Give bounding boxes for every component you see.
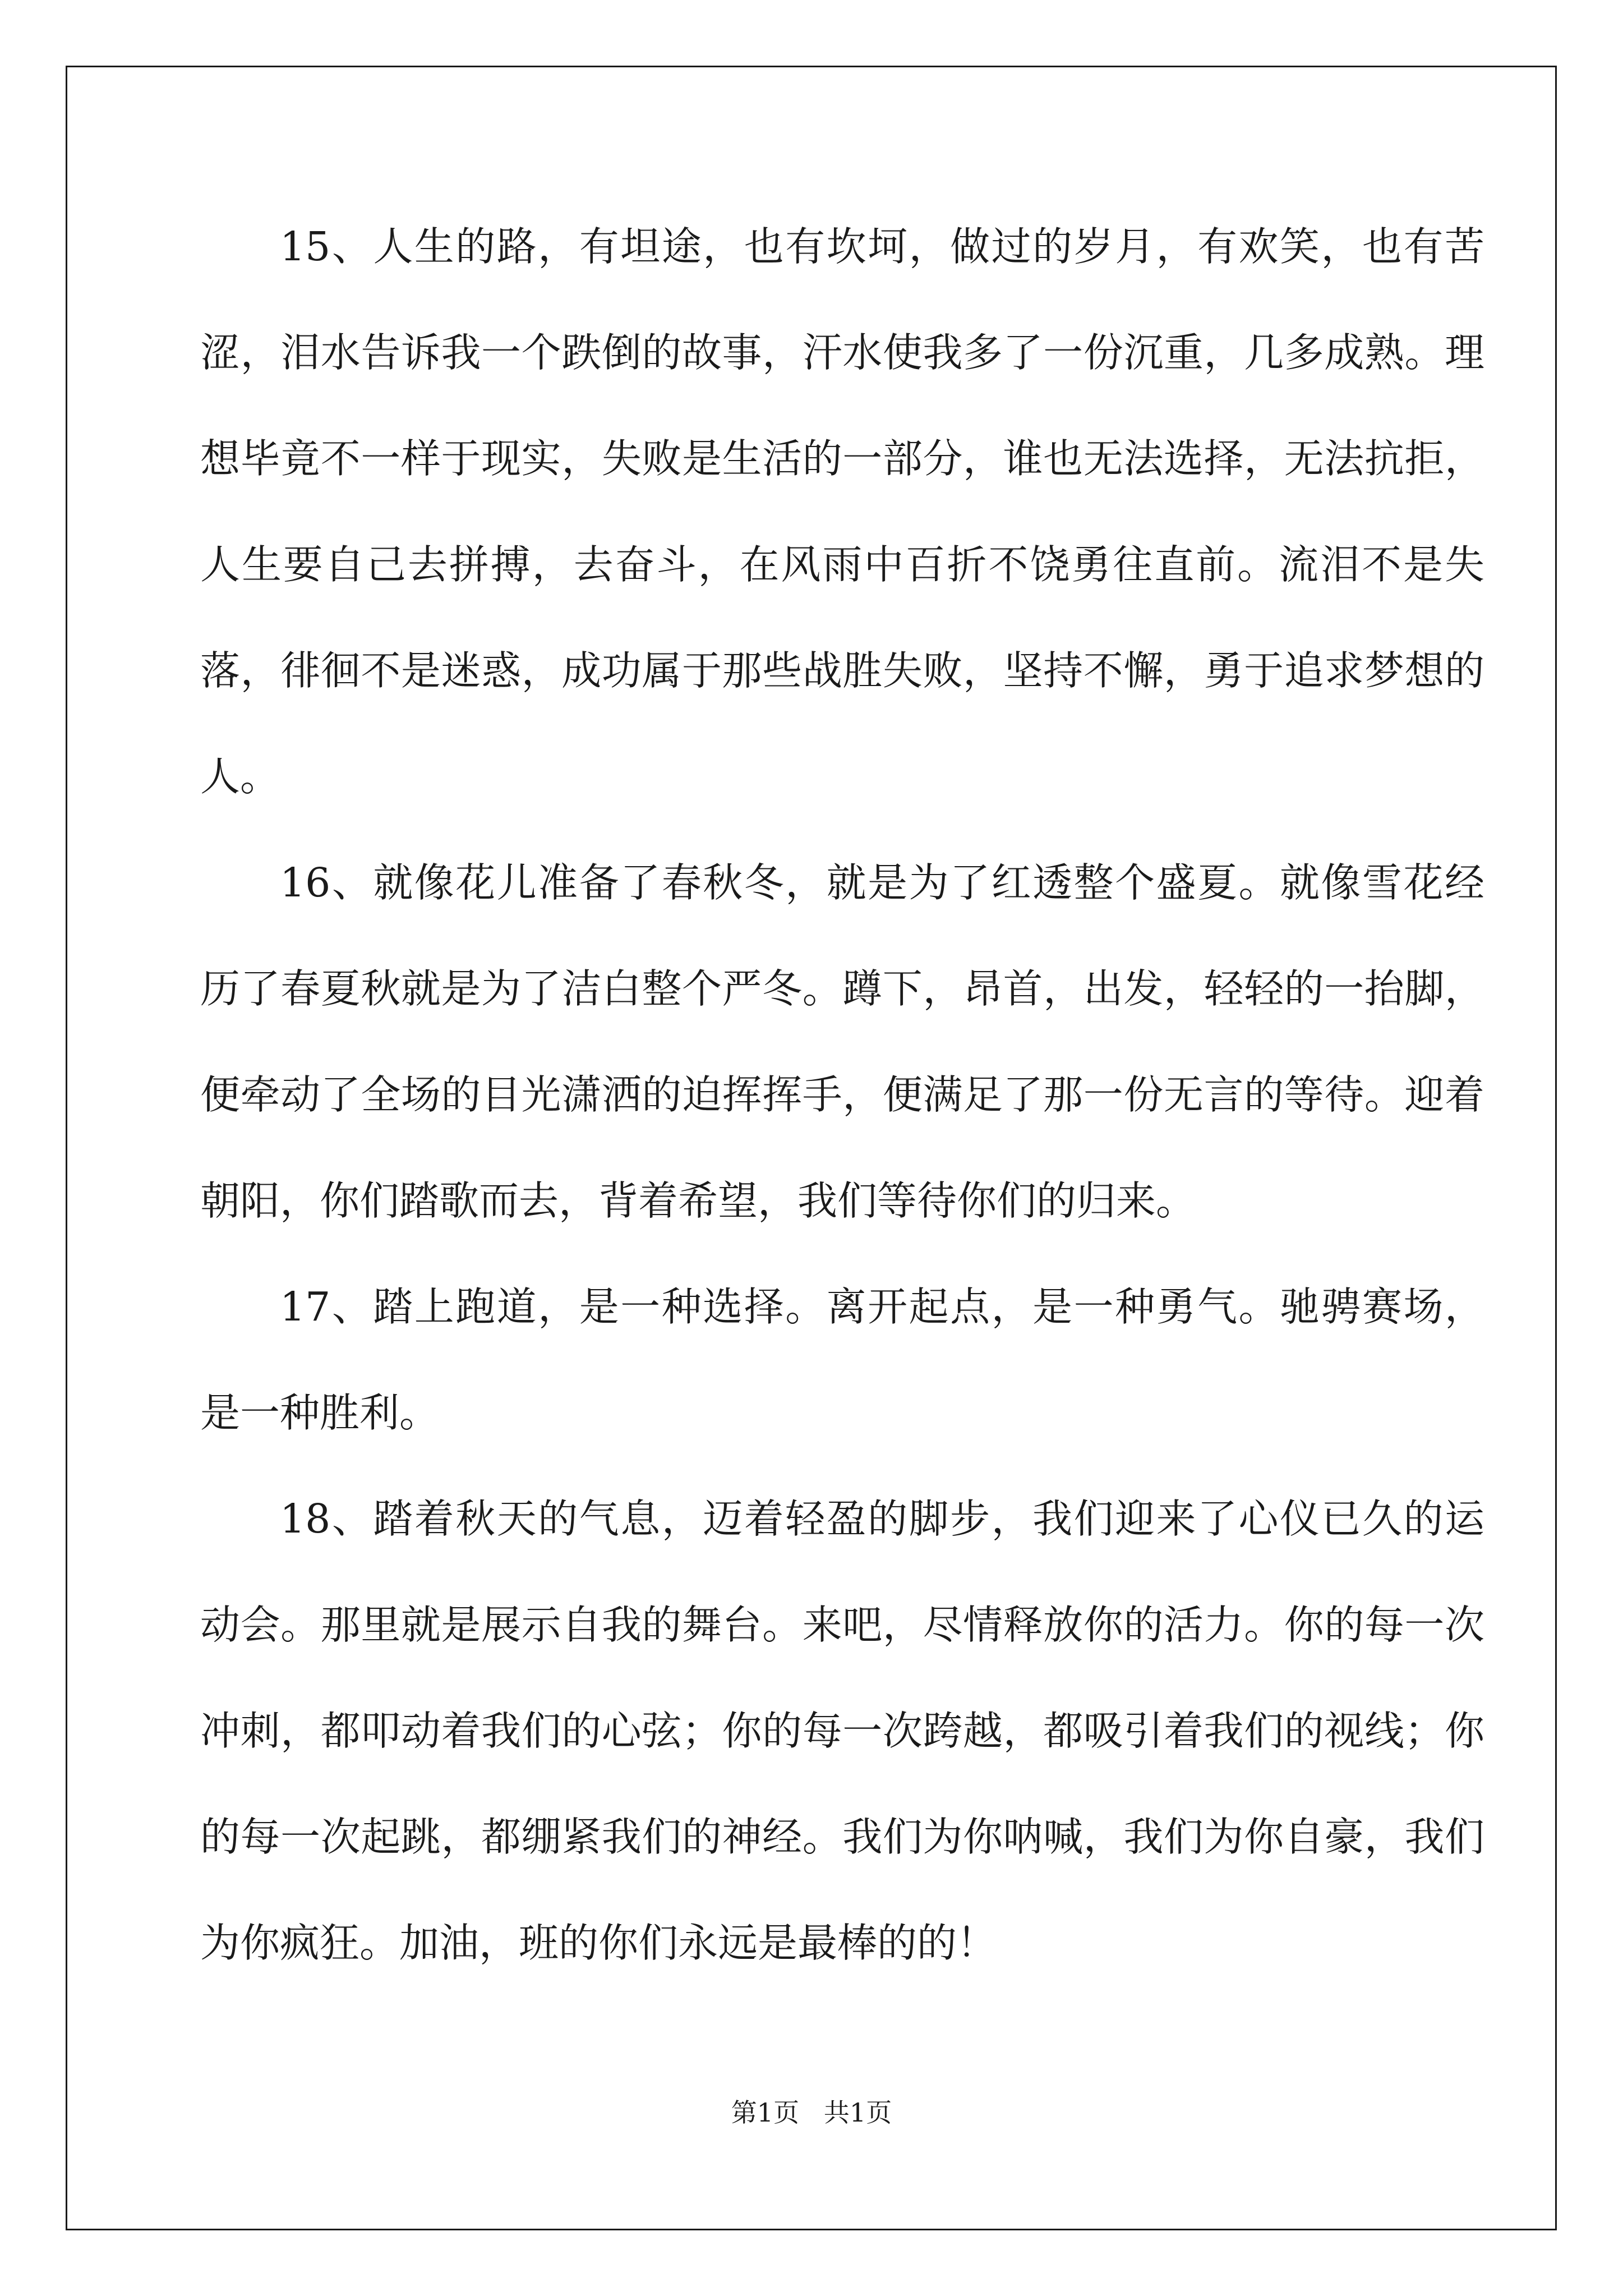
document-body xyxy=(200,194,1484,1996)
page-number-footer: 第1页 共1页 xyxy=(731,2097,892,2128)
paragraph-18: 18、踏着秋天的气息，迈着轻盈的脚步，我们迎来了心仪已久的运动会。那里就是展示自我的舞台。来吧，尽情释放你的活力。你的每一次冲刺，都叩动着我们的心弦；你的每一次跨越，都吸引着我们的视线；你的每一次起跳，都绷紧我们的神经。我们为你呐喊，我们为你自豪，我们为你疯狂。加油，班的你们永远是最棒的的！ xyxy=(200,1496,1484,1966)
paragraph-16: 16、就像花儿准备了春秋冬，就是为了红透整个盛夏。就像雪花经历了春夏秋就是为了洁白整个严冬。蹲下，昂首，出发，轻轻的一抬脚，便牵动了全场的目光潇洒的迫挥挥手，便满足了那一份无言的等待。迎着朝阳，你们踏歌而去，背着希望，我们等待你们的归来。 xyxy=(200,859,1484,1224)
paragraph-17: 17、踏上跑道，是一种选择。离开起点，是一种勇气。驰骋赛场，是一种胜利。 xyxy=(200,1283,1484,1436)
paragraph-15: 15、人生的路，有坦途，也有坎坷，做过的岁月，有欢笑，也有苦涩，泪水告诉我一个跌倒的故事，汗水使我多了一份沉重，几多成熟。理想毕竟不一样于现实，失败是生活的一部分，谁也无法选择，无法抗拒，人生要自己去拼搏，去奋斗，在风雨中百折不饶勇往直前。流泪不是失落，徘徊不是迷惑，成功属于那些战胜失败，坚持不懈，勇于追求梦想的人。 xyxy=(200,223,1484,800)
